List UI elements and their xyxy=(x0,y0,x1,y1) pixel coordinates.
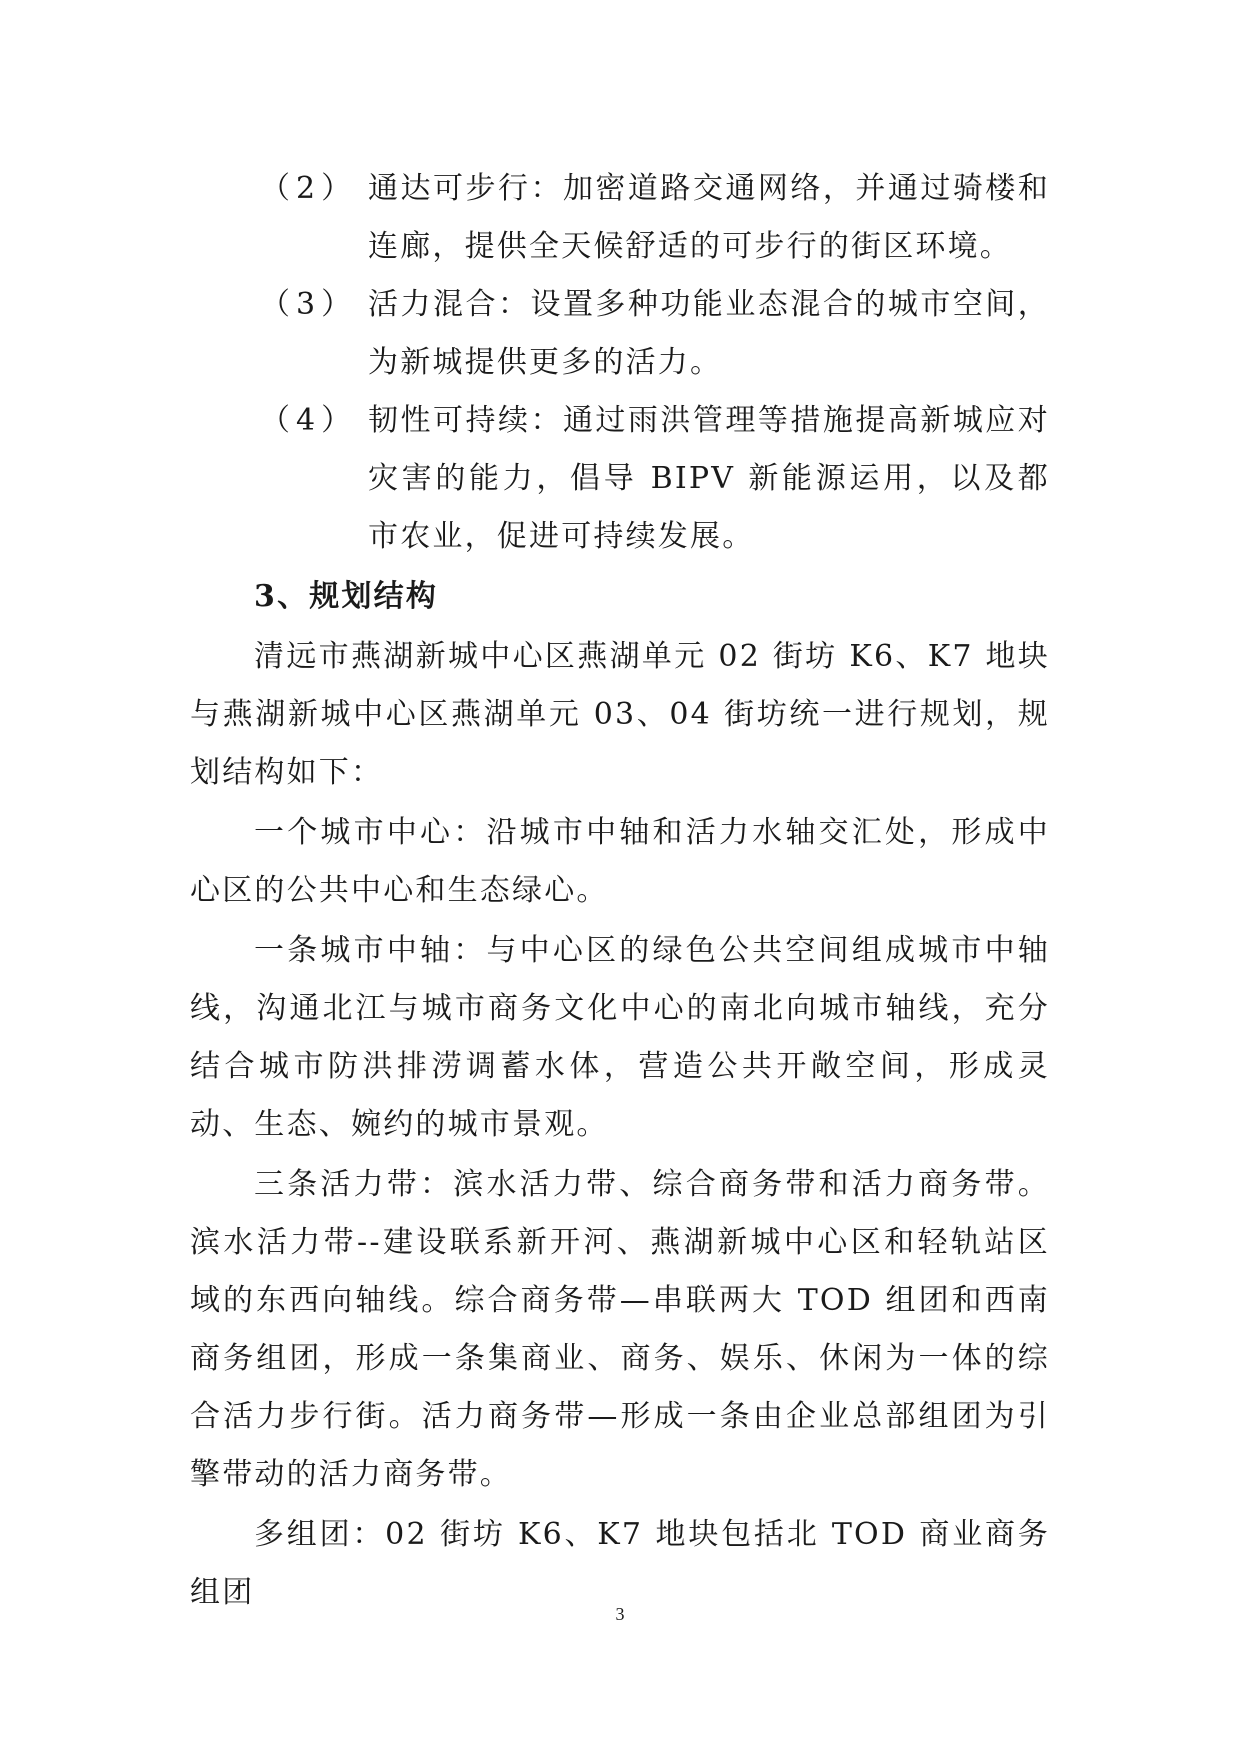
list-item-number: （3） xyxy=(260,287,358,322)
list-item-text: 韧性可持续：通过雨洪管理等措施提高新城应对灾害的能力，倡导 BIPV 新能源运用，以及都市农业，促进可持续发展。 xyxy=(368,403,1050,554)
list-item-text: 通达可步行：加密道路交通网络，并通过骑楼和连廊，提供全天候舒适的可步行的街区环境。 xyxy=(368,171,1050,264)
paragraph: 三条活力带：滨水活力带、综合商务带和活力商务带。滨水活力带--建设联系新开河、燕湖新城中心区和轻轨站区域的东西向轴线。综合商务带—串联两大 TOD 组团和西南商务组团，形成一条集商业、商务、娱乐、休闲为一体的综合活力步行街。活力商务带—形成一条由企业总部组团为引擎带动的活力商务带。 xyxy=(190,1167,1050,1492)
paragraph: 一个城市中心：沿城市中轴和活力水轴交汇处，形成中心区的公共中心和生态绿心。 xyxy=(190,815,1050,908)
section-heading: 3、规划结构 xyxy=(254,579,439,614)
list-item xyxy=(190,160,1050,276)
page-number: 3 xyxy=(615,1604,625,1624)
list-item-text: 活力混合：设置多种功能业态混合的城市空间，为新城提供更多的活力。 xyxy=(368,287,1050,380)
page-content xyxy=(190,160,1050,1622)
list-item xyxy=(190,276,1050,392)
paragraph: 多组团：02 街坊 K6、K7 地块包括北 TOD 商业商务组团 xyxy=(190,1517,1050,1610)
list-item-number: （4） xyxy=(260,403,358,438)
list-item xyxy=(190,392,1050,566)
list-item-number: （2） xyxy=(260,171,358,206)
paragraph: 清远市燕湖新城中心区燕湖单元 02 街坊 K6、K7 地块与燕湖新城中心区燕湖单元 03、04 街坊统一进行规划，规划结构如下： xyxy=(190,639,1050,790)
paragraph: 一条城市中轴：与中心区的绿色公共空间组成城市中轴线，沟通北江与城市商务文化中心的南北向城市轴线，充分结合城市防洪排涝调蓄水体，营造公共开敞空间，形成灵动、生态、婉约的城市景观。 xyxy=(190,933,1050,1142)
